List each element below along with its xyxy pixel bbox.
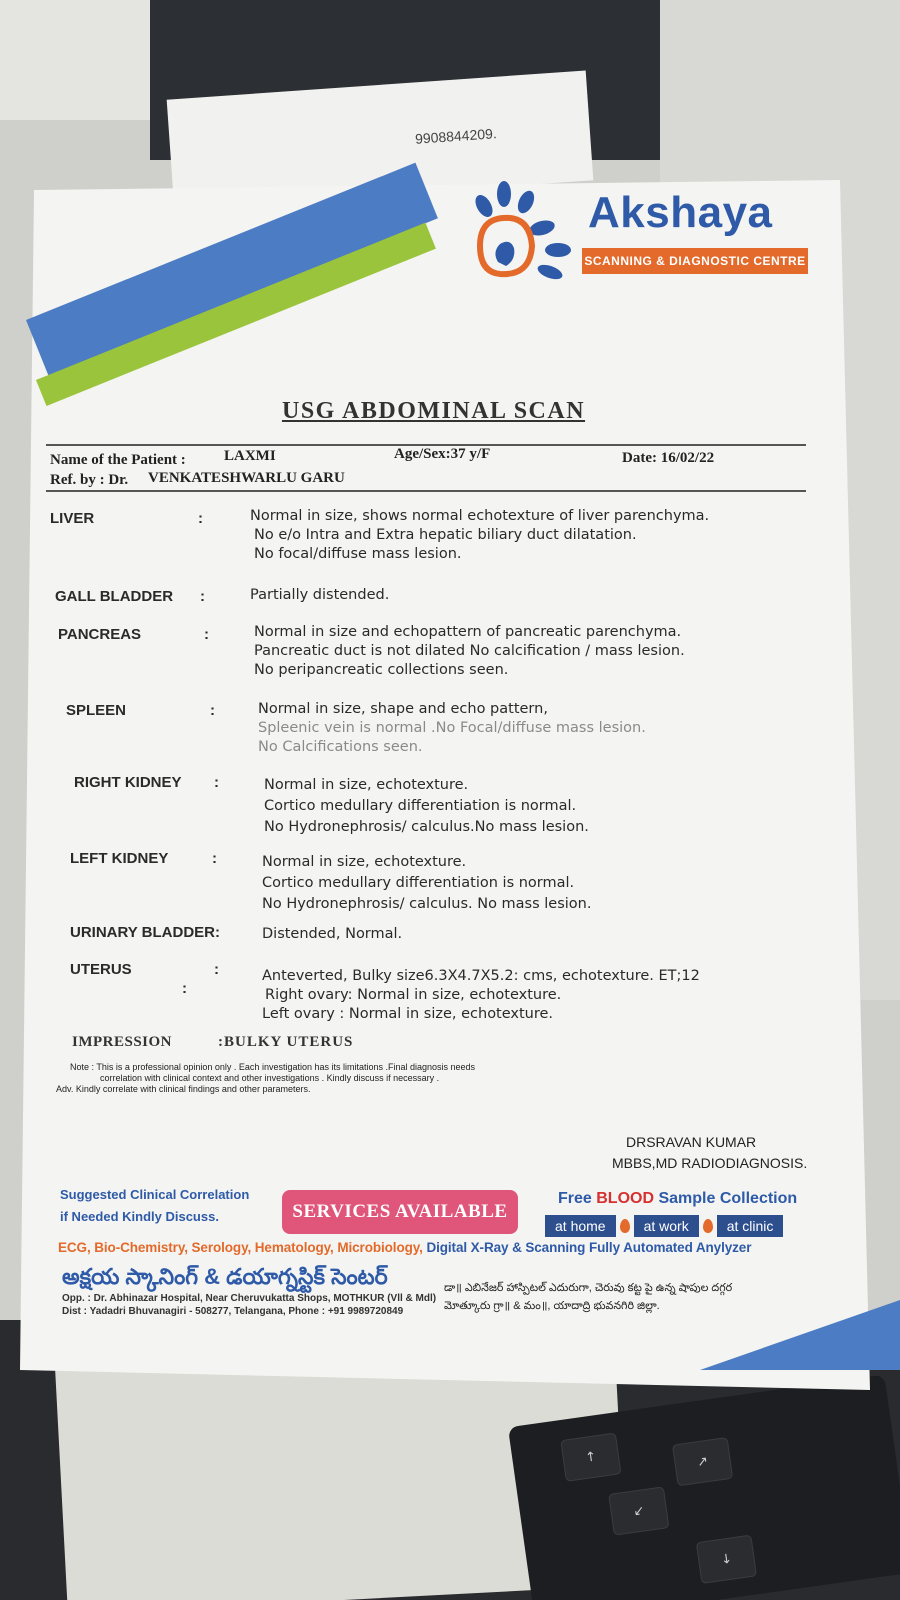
finding-line: No Hydronephrosis/ calculus. No mass lesion. [262,896,592,912]
finding-line: Cortico medullary differentiation is normal. [262,875,575,891]
finding-line: Normal in size, shows normal echotexture of liver parenchyma. [250,508,710,524]
finding-line: Pancreatic duct is not dilated No calcification / mass lesion. [254,643,685,659]
finding-urinary-bladder [262,925,402,944]
clinic-address [62,1292,436,1318]
report-date: Date: 16/02/22 [622,450,715,466]
note-line: correlation with clinical context and other investigations . Kindly discuss if necessary . [100,1073,440,1083]
desk-surface [0,0,150,120]
clinic-name-telugu: అక్షయ స్కానింగ్ & డయాగ్నస్టిక్ సెంటర్ [62,1264,388,1289]
free-prefix: Free [558,1190,597,1207]
finding-gall-bladder [250,586,389,605]
divider [46,490,806,492]
finding-right-kidney [264,775,589,838]
report-title: USG ABDOMINAL SCAN [282,398,586,424]
finding-line: Distended, Normal. [262,926,403,942]
finding-line: Left ovary : Normal in size, echotexture. [262,1006,554,1022]
finding-line: No peripancreatic collections seen. [254,662,509,678]
note-line: Adv. Kindly correlate with clinical findings and other parameters. [56,1084,311,1094]
finding-line: Normal in size, echotexture. [264,777,469,793]
finding-label-gall-bladder: GALL BLADDER [55,588,174,605]
address-telugu-line-1: డా॥ ఎబినేజర్ హాస్పిటల్ ఎదురుగా, చెరువు కట్ట పై ఉన్న షాపుల దగ్గర [444,1282,733,1294]
doctor-qualification: MBBS,MD RADIODIAGNOSIS. [612,1155,808,1171]
keyboard-key: ↓ [696,1535,757,1584]
blood-drop-icon [703,1219,713,1233]
finding-line: No focal/diffuse mass lesion. [254,546,462,562]
impression-label: IMPRESSION [72,1034,173,1050]
finding-label-uterus: UTERUS [70,961,132,978]
free-suffix: Sample Collection [654,1190,798,1207]
signing-doctor [600,1132,807,1174]
blood-drop-icon [620,1219,630,1233]
finding-label-pancreas: PANCREAS [58,626,142,643]
clinic-tagline: SCANNING & DIAGNOSTIC CENTRE [582,248,808,274]
finding-line: Partially distended. [250,587,390,603]
services-badge: SERVICES AVAILABLE [282,1190,518,1234]
address-telugu-line-2: మోత్కూరు గ్రా॥ & మం॥, యాదాద్రి భువనగిరి జిల్లా. [444,1300,660,1312]
disclaimer-note [56,1062,476,1095]
colon: : [198,510,203,527]
colon: : [204,626,209,643]
finding-line: No Hydronephrosis/ calculus.No mass lesion. [264,819,589,835]
address-line: Dist : Yadadri Bhuvanagiri - 508277, Telangana, Phone : +91 9989720849 [62,1306,404,1317]
ref-label: Ref. by : Dr. [50,472,129,488]
finding-line: Normal in size, echotexture. [262,854,467,870]
finding-uterus [262,967,700,1024]
colon: : [214,774,219,791]
finding-liver [250,507,709,564]
finding-line: Normal in size and echopattern of pancreatic parenchyma. [254,624,682,640]
patient-name: LAXMI [224,448,276,464]
clinical-correlation [60,1184,249,1228]
finding-line: Cortico medullary differentiation is normal. [264,798,577,814]
finding-label-right-kidney: RIGHT KIDNEY [74,774,182,791]
keyboard-key: ↑ [560,1432,621,1481]
free-blood: BLOOD [596,1190,655,1207]
clinic-name: Akshaya [588,188,773,237]
correlation-line: Suggested Clinical Correlation [60,1187,250,1202]
ref-doctor: VENKATESHWARLU GARU [148,470,345,486]
free-sample-collection [558,1190,797,1208]
finding-line: Normal in size, shape and echo pattern, [258,701,548,717]
finding-label-liver: LIVER [50,510,95,527]
pill-at-work: at work [634,1215,699,1237]
back-paper-phone: 9908844209. [414,125,498,147]
services-list [58,1240,751,1255]
fetus-leaf-icon [470,176,580,286]
finding-line: Spleenic vein is normal .No Focal/diffuse mass lesion. [258,720,646,736]
finding-spleen [258,700,646,757]
services-list-orange: ECG, Bio-Chemistry, Serology, Hematology, Microbiology, [58,1240,427,1255]
correlation-line: if Needed Kindly Discuss. [60,1209,219,1224]
services-list-blue: Digital X-Ray & Scanning Fully Automated Anylyzer [426,1240,752,1255]
finding-label-left-kidney: LEFT KIDNEY [70,850,169,867]
colon: : [214,961,219,978]
colon: : [210,702,215,719]
keyboard-key: ↙ [608,1486,669,1535]
colon: : [182,980,187,997]
collection-options [545,1215,783,1237]
pill-at-home: at home [545,1215,616,1237]
impression-value: :BULKY UTERUS [218,1034,354,1050]
finding-line: Anteverted, Bulky size6.3X4.7X5.2: cms, echotexture. ET;12 [262,968,700,984]
colon: : [200,588,205,605]
age-sex: Age/Sex:37 y/F [394,446,491,462]
patient-label: Name of the Patient : [50,452,186,468]
finding-label-urinary-bladder: URINARY BLADDER: [70,924,220,941]
finding-label-spleen: SPLEEN [66,702,127,719]
pill-at-clinic: at clinic [717,1215,784,1237]
finding-left-kidney [262,852,591,915]
clinic-logo [470,176,810,291]
keyboard-key: ↗ [672,1437,733,1486]
finding-pancreas [254,623,685,680]
address-line: Opp. : Dr. Abhinazar Hospital, Near Cheruvukatta Shops, MOTHKUR (Vll & Mdl) [62,1293,437,1304]
finding-line: No e/o Intra and Extra hepatic biliary duct dilatation. [254,527,637,543]
finding-line: No Calcifications seen. [258,739,423,755]
colon: : [212,850,217,867]
note-line: Note : This is a professional opinion only . Each investigation has its limitations .Final diagnosis needs [70,1062,476,1072]
doctor-name: DRSRAVAN KUMAR [626,1134,757,1150]
finding-line: Right ovary: Normal in size, echotexture. [265,987,562,1003]
